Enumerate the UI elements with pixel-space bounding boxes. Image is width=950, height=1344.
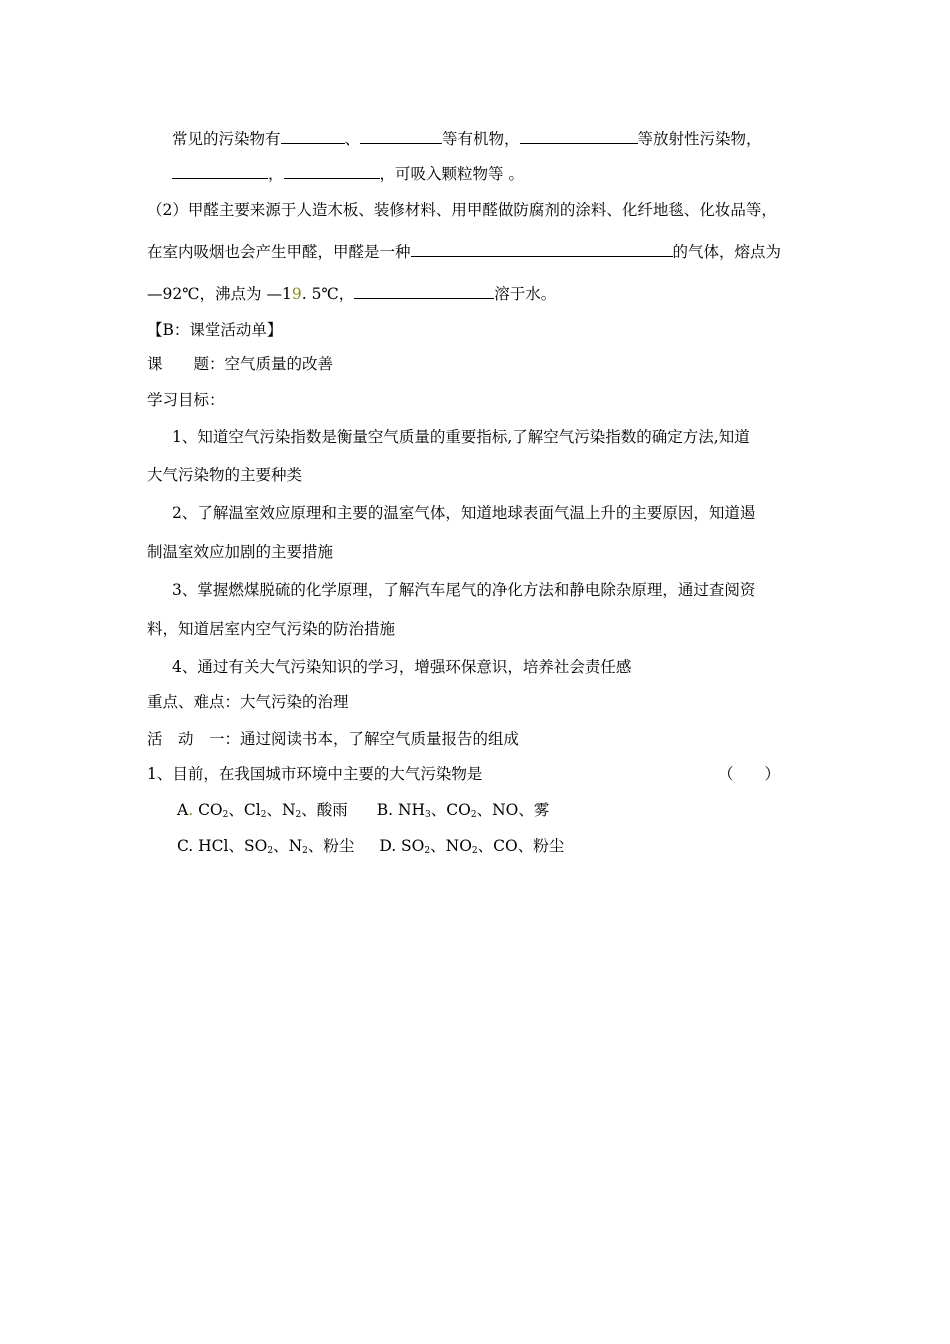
subscript: 2 (295, 810, 302, 820)
text-segment: ，可吸入颗粒物等 。 (379, 165, 524, 183)
answer-blank[interactable] (354, 283, 494, 299)
goal-4: 4、通过有关大气污染知识的学习，增强环保意识，培养社会责任感 (172, 658, 632, 676)
option-a[interactable] (177, 801, 348, 819)
option-text: 、N (273, 837, 303, 855)
option-label: A (177, 801, 189, 819)
option-text: 、酸雨 (301, 801, 348, 819)
goal-1-line-1: 1、知道空气污染指数是衡量空气质量的重要指标,了解空气污染指数的确定方法,知道 (172, 428, 750, 446)
fill-line-formaldehyde (147, 241, 781, 262)
topic-label: 课 题： (147, 355, 225, 373)
answer-blank[interactable] (360, 128, 442, 144)
answer-blank[interactable] (284, 163, 380, 179)
goal-3-line-2: 料，知道居室内空气污染的防治措施 (147, 620, 396, 638)
text-segment: —92℃，沸点为 —1 (147, 285, 292, 303)
paragraph-formaldehyde-sources: （2）甲醛主要来源于人造木板、装修材料、用甲醛做防腐剂的涂料、化纤地毯、化妆品等， (147, 201, 777, 219)
goal-2-line-2: 制温室效应加剧的主要措施 (147, 543, 334, 561)
option-d[interactable] (379, 837, 564, 855)
answer-parentheses[interactable]: （ ） (718, 765, 781, 783)
option-a-b-line (177, 800, 549, 820)
option-text: 、Cl (228, 801, 261, 819)
option-text: 、粉尘 (307, 837, 355, 855)
subscript: 2 (302, 846, 308, 856)
option-dot: . (188, 801, 194, 819)
option-text: 、NO、雾 (476, 801, 550, 819)
answer-blank[interactable] (520, 128, 638, 144)
text-segment: 溶于水。 (494, 285, 557, 303)
section-heading-b: 【B：课堂活动单】 (147, 321, 283, 339)
text-segment: 常见的污染物有 (172, 130, 281, 148)
option-b[interactable] (377, 801, 550, 819)
answer-blank[interactable] (411, 241, 673, 257)
goal-2-line-1: 2、了解温室效应原理和主要的温室气体，知道地球表面气温上升的主要原因，知道遏 (172, 504, 756, 522)
key-points: 重点、难点：大气污染的治理 (147, 693, 349, 711)
subscript: 2 (260, 810, 267, 820)
text-segment: 的气体，熔点为 (672, 243, 782, 261)
answer-blank[interactable] (281, 128, 345, 144)
option-text: D. SO (379, 837, 425, 855)
subscript: 2 (470, 810, 477, 820)
option-text: B. NH (376, 801, 426, 819)
option-text: 、NO (430, 837, 472, 855)
activity-one-heading: 活 动 一：通过阅读书本，了解空气质量报告的组成 (147, 730, 520, 748)
text-segment: ， (268, 165, 284, 183)
fill-line-melting-point (147, 283, 556, 304)
option-text: 、CO、粉尘 (477, 837, 565, 855)
option-c-d-line (177, 836, 564, 856)
option-text: 、CO (430, 801, 471, 819)
goal-3-line-1: 3、掌握燃煤脱硫的化学原理，了解汽车尾气的净化方法和静电除杂原理，通过查阅资 (172, 581, 756, 599)
text-segment: 等有机物， (442, 130, 520, 148)
subscript: 2 (222, 810, 229, 820)
option-text: CO (193, 801, 223, 819)
goals-heading: 学习目标： (147, 391, 225, 409)
answer-blank[interactable] (172, 163, 268, 179)
fill-line-particulates (172, 163, 524, 184)
text-segment: 等放射性污染物， (637, 130, 762, 148)
subscript: 2 (471, 846, 478, 856)
text-segment: . 5℃， (301, 285, 355, 303)
subscript: 2 (424, 846, 431, 856)
option-c[interactable] (177, 837, 354, 855)
text-segment: 、 (344, 130, 361, 148)
text-segment: 在室内吸烟也会产生甲醛，甲醛是一种 (147, 243, 411, 261)
subscript: 3 (425, 810, 431, 820)
question-1-stem: 1、目前，在我国城市环境中主要的大气污染物是 (147, 765, 483, 783)
goal-1-line-2: 大气污染物的主要种类 (147, 466, 303, 484)
topic-value: 空气质量的改善 (224, 355, 334, 373)
topic-line (147, 354, 333, 374)
fill-line-pollutants (172, 128, 762, 149)
option-text: 、N (266, 801, 296, 819)
option-text: C. HCl、SO (177, 837, 268, 855)
text-segment: 9 (291, 285, 302, 303)
subscript: 2 (267, 846, 274, 856)
